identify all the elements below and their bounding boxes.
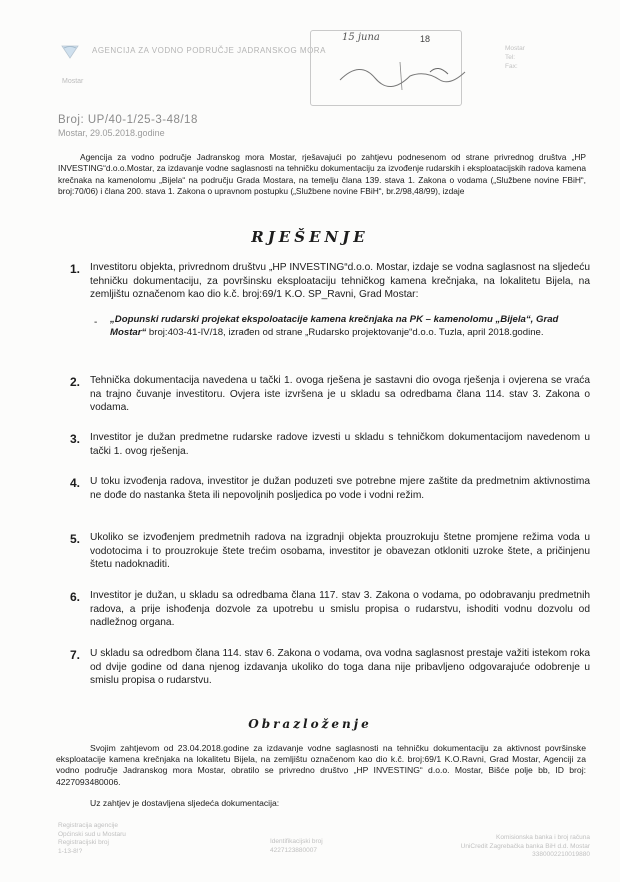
item-text: Investitor je dužan, u skladu sa odredbama člana 117. stav 3. Zakona o vodama, po odobravanju predmetnih radova, a prije ishođenja dozvole za upotrebu u smislu propisa o rudarstvu, ishoditi vodnu dozvolu od nadležnog organa. — [90, 590, 590, 629]
reasoning-title: Obrazloženje — [248, 717, 372, 731]
item-number: 1. — [69, 262, 80, 276]
item-text: U skladu sa odredbom člana 114. stav 6. Zakona o vodama, ova vodna saglasnost prestaje važiti istekom roka od dvije godine od dana njenog izdavanja ukoliko do toga dana nije pribavljeno odgovarajuće odobrenje u smislu propisa o rudarstvu. — [90, 648, 590, 687]
decision-title: RJEŠENJE — [251, 228, 369, 246]
item-number: 4. — [69, 476, 80, 490]
item-number: 3. — [69, 432, 80, 446]
item-number: 2. — [69, 375, 80, 389]
item-text: Investitoru objekta, privrednom društvu „HP INVESTING“d.o.o. Mostar, izdaje se vodna saglasnost na sljedeću tehničku dokumentaciju, za površinsku eksploataciju tehničkog kamena krečnjaka, na lokalitetu Bijela, na zemljištu označenom kao dio k.č. broj:69/1 K.O. SP_Ravni, Grad Mostar: — [90, 262, 590, 301]
subitem-document: „Dopunski rudarski projekat ekspoloatacije kamena krečnjaka na PK – kamenolomu „Bijela“, Grad Mostar“ broj:403-41-IV/18, izrađen od strane „Rudarsko projektovanje“d.o.o. Tuzla, april 2018.godine. — [110, 314, 559, 338]
letterhead-address: Mostar — [62, 78, 84, 85]
place-date: Mostar, 29.05.2018.godine — [58, 128, 165, 138]
letterhead-contacts: Mostar Tel: Fax: — [505, 45, 525, 70]
reasoning-docs-intro: Uz zahtjev je dostavljena sljedeća dokumentacija: — [90, 798, 280, 808]
item-number: 7. — [69, 648, 80, 662]
item-text: Ukoliko se izvođenjem predmetnih radova na izgradnji objekta prouzrokuju štetne promjene režima voda u vodotocima i to prouzrokuje štete trećim osobama, investitor je obavezan otkloniti uzroke štete, a pričinjenu štetu nadoknaditi. — [90, 532, 590, 571]
agency-logo-icon — [60, 40, 80, 62]
stamp-date: 15 juna — [342, 32, 380, 43]
item-text: Investitor je dužan predmetne rudarske radove izvesti u skladu s tehničkom dokumentacijom navedenom u tački 1. ovog rješenja. — [90, 432, 590, 457]
item-text: U toku izvođenja radova, investitor je dužan poduzeti sve potrebne mjere zaštite da predmetnim aktivnostima ne dođe do nastanka šteta ili nepovoljnih posljedica po vode i vodni režim. — [90, 476, 590, 501]
item-number: 6. — [69, 590, 80, 604]
subitem-bullet: - — [94, 317, 98, 328]
intro-paragraph: Agencija za vodno područje Jadranskog mora Mostar, rješavajući po zahtjevu podnesenom od strane privrednog društva „HP INVESTING“d.o.o.Mostar, za izdavanje vodne saglasnosti na tehničku dokumentaciju za izvođenje rudarskih i eksploatacijskih radova kamena krečnaka na kamenolomu „Bijela“ na području Grada Mostara, na temelju člana 139. stava 1. Zakona o vodama („Službene novine FBiH“, broj:70/06) i člana 200. stava 1. Zakona o upravnom postupku („Službene novine FBiH“, br.2/98,48/99), izdaje — [58, 152, 586, 197]
handwritten-signature — [330, 50, 480, 100]
footer-registration: Registracija agencije Općinski sud u Mostaru Registracijski broj 1-13-8!? — [58, 822, 126, 855]
footer-id: Identifikacijski broj 4227123880007 — [270, 838, 323, 854]
footer-bank: Komisionska banka i broj računa UniCredit Zagrebačka banka BiH d.d. Mostar 3380002210019880 — [460, 834, 590, 858]
item-text: Tehnička dokumentacija navedena u tački 1. ovoga rješena je sastavni dio ovoga rješenja i ovjerena se vraća na trajno čuvanje investitoru. Ovjera iste izvršena je u skladu sa odredbama člana 114. stav 3. Zakona o vodama. — [90, 375, 590, 414]
item-number: 5. — [69, 532, 80, 546]
reasoning-paragraph: Svojim zahtjevom od 23.04.2018.godine za izdavanje vodne saglasnosti na tehničku dokumentaciju za aktivnost površinske eksploatacije kamena krečnjaka na lokalitetu Bijela, na zemljištu označenom kao dio k.č. broj:69/1 K.O.Ravni, Grad Mostar, Agenciji za vodno područje Jadranskog mora Mostar, obratilo se privredno društvo „HP INVESTING“ d.o.o. Mostar, Bišće polje bb, ID broj: 4227093480006. — [56, 743, 586, 787]
letterhead-org: AGENCIJA ZA VODNO PODRUČJE JADRANSKOG MORA — [92, 46, 326, 55]
reference-number: Broj: UP/40-1/25-3-48/18 — [58, 114, 198, 126]
stamp-number: 18 — [420, 34, 431, 44]
